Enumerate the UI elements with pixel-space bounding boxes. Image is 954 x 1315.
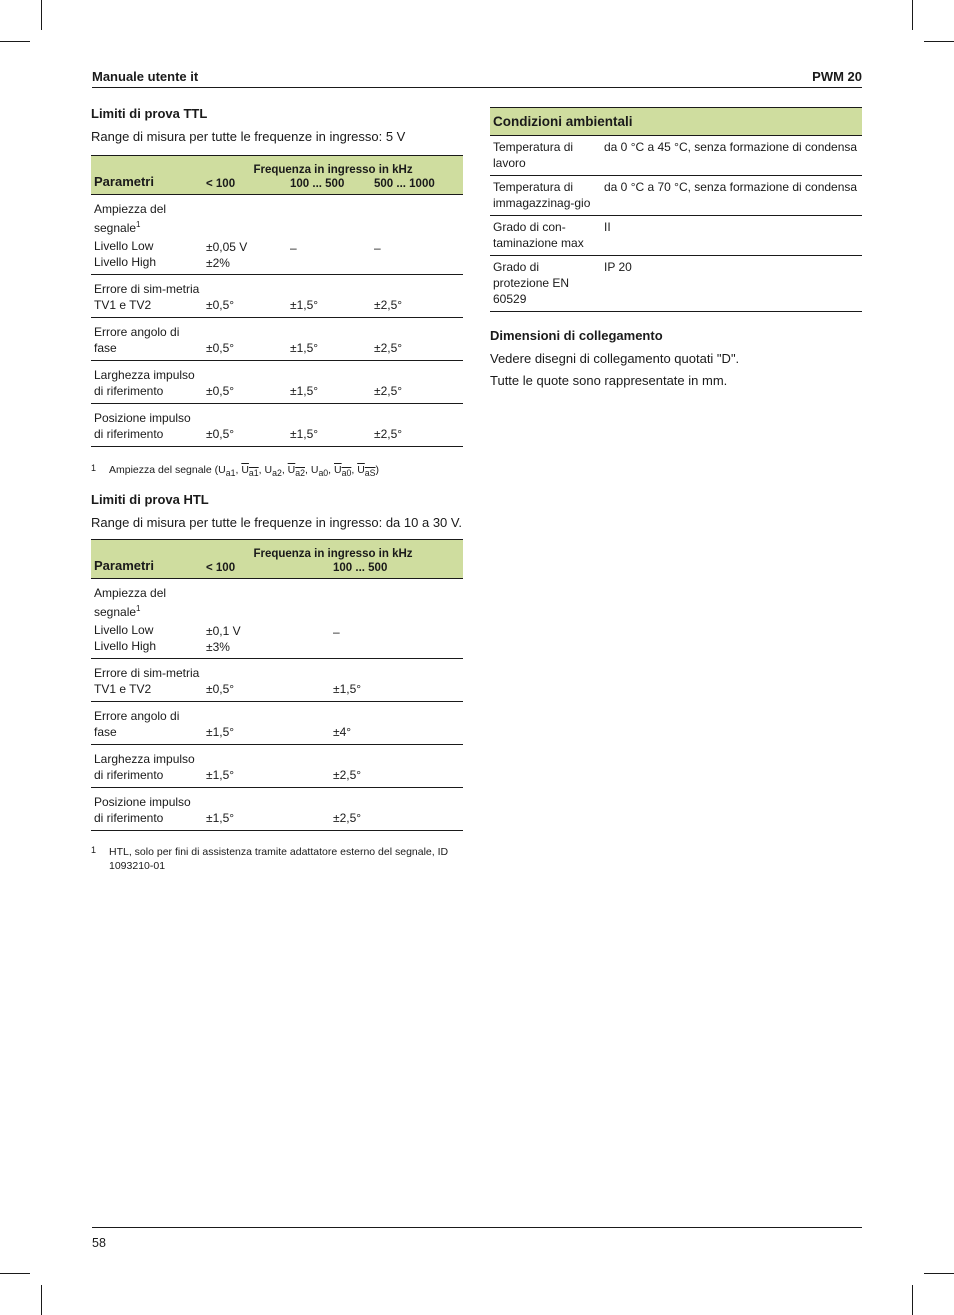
cell-value: ±1,5°: [290, 384, 319, 398]
cell-value: da 0 °C a 45 °C, senza formazione di condensa: [604, 140, 858, 154]
cell-value: ±2,5°: [374, 298, 403, 312]
header-product: PWM 20: [812, 69, 862, 84]
cell-value: ±4°: [333, 725, 352, 740]
cell-value: ±1,5°: [206, 768, 235, 783]
cell-value: ±1,5°: [333, 682, 362, 697]
cell-value: –: [374, 240, 381, 255]
row-label: Errore angolo di fase: [94, 325, 180, 355]
table-row: [91, 404, 463, 447]
table-row: [490, 216, 862, 256]
cell-value: ±2,5°: [374, 384, 403, 398]
cell-value: ±1,5°: [206, 725, 235, 740]
table-row: [490, 176, 862, 216]
cell-value: –: [333, 624, 340, 639]
htl-param-header: Parametri: [91, 540, 203, 579]
table-row: [91, 195, 463, 275]
level-low-label: Livello Low: [94, 623, 154, 638]
table-row: [490, 136, 862, 176]
level-high-label: Livello High: [94, 255, 157, 269]
page-header: [92, 69, 862, 88]
ttl-footnote: 1 Ampiezza del segnale ($U_{a1}$, $U_{a1}$, $U_{a2}$, $U_{a2}$, $U_{a0}$, $U_{a0}$, $U_{aS}$): [91, 463, 379, 479]
crop-mark: [912, 0, 913, 30]
htl-intro: Range di misura per tutte le frequenze in ingresso: da 10 a 30 V.: [91, 515, 462, 531]
cell-value: da 0 °C a 70 °C, senza formazione di condensa: [604, 180, 858, 194]
crop-mark: [41, 0, 42, 30]
cell-value: ±0,05 V ±2%: [206, 240, 248, 270]
cell-value: ±1,5°: [206, 811, 235, 826]
dims-title: Dimensioni di collegamento: [490, 328, 663, 343]
level-high-label: Livello High: [94, 639, 157, 654]
table-row: [91, 659, 463, 702]
page-number: 58: [92, 1236, 106, 1250]
row-label: Temperatura di immagazzinag-gio: [493, 180, 591, 210]
table-row: [91, 275, 463, 318]
ttl-col-header: 500 ... 1000: [371, 176, 463, 195]
cell-value: ±0,5°: [206, 341, 235, 355]
crop-mark: [41, 1285, 42, 1315]
row-label: Larghezza impulso di riferimento: [94, 752, 195, 783]
table-row: [91, 702, 463, 745]
dims-line2: Tutte le quote sono rappresentate in mm.: [490, 373, 728, 388]
row-label: Posizione impulso di riferimento: [94, 411, 191, 441]
cell-value: IP 20: [604, 260, 632, 274]
table-row: [490, 256, 862, 312]
header-title: Manuale utente it: [92, 69, 199, 84]
table-row: [91, 788, 463, 831]
cell-value: ±1,5°: [290, 427, 319, 441]
htl-col-header: 100 ... 500: [330, 560, 463, 579]
cell-value: ±0,5°: [206, 384, 235, 398]
crop-mark: [924, 1273, 954, 1274]
cell-value: ±2,5°: [333, 811, 362, 826]
cell-value: –: [290, 240, 297, 255]
row-label: Temperatura di lavoro: [493, 140, 574, 170]
cell-value: ±2,5°: [333, 768, 362, 783]
env-table: [490, 107, 862, 312]
left-column: [91, 106, 463, 873]
dims-line1: Vedere disegni di collegamento quotati "D".: [490, 351, 740, 366]
row-label: Ampiezza del segnale$^1$ Livello Low Livello High: [91, 579, 203, 659]
row-label: Grado di protezione EN 60529: [493, 260, 570, 306]
htl-freq-header: Frequenza in ingresso in kHz: [203, 540, 463, 561]
table-row: [91, 318, 463, 361]
cell-value: ±1,5°: [290, 341, 319, 355]
cell-value: ±0,1 V ±3%: [206, 624, 241, 655]
ttl-freq-header: Frequenza in ingresso in kHz: [203, 156, 463, 177]
cell-value: ±1,5°: [290, 298, 319, 312]
row-label: Errore di sim-metria TV1 e TV2: [94, 666, 200, 697]
ttl-col-header: < 100: [203, 176, 287, 195]
ttl-param-header: Parametri: [91, 156, 203, 195]
htl-col-header: < 100: [203, 560, 330, 579]
htl-title: Limiti di prova HTL: [91, 492, 209, 508]
htl-table: [91, 539, 463, 831]
row-label: Posizione impulso di riferimento: [94, 795, 191, 826]
row-label: Ampiezza del segnale$^1$ Livello Low Livello High: [91, 195, 203, 275]
page-footer: [92, 1227, 862, 1250]
cell-value: ±0,5°: [206, 427, 235, 441]
table-row: [91, 579, 463, 659]
ttl-table: [91, 155, 463, 447]
table-row: [91, 745, 463, 788]
cell-value: ±0,5°: [206, 682, 235, 697]
ttl-col-header: 100 ... 500: [287, 176, 371, 195]
right-column: [490, 107, 862, 389]
level-low-label: Livello Low: [94, 239, 154, 253]
env-title: Condizioni ambientali: [490, 108, 862, 136]
row-label: Grado di con-taminazione max: [493, 220, 584, 250]
row-label: Errore angolo di fase: [94, 709, 180, 740]
ttl-title: Limiti di prova TTL: [91, 106, 208, 121]
ttl-intro: Range di misura per tutte le frequenze in ingresso: 5 V: [91, 129, 406, 144]
htl-footnote: 1 HTL, solo per fini di assistenza tramite adattatore esterno del segnale, ID 1093210-01: [91, 845, 449, 873]
cell-value: ±2,5°: [374, 341, 403, 355]
crop-mark: [912, 1285, 913, 1315]
crop-mark: [0, 1273, 30, 1274]
cell-value: ±2,5°: [374, 427, 403, 441]
row-label: Larghezza impulso di riferimento: [94, 368, 195, 398]
row-label: Errore di sim-metria TV1 e TV2: [94, 282, 200, 312]
crop-mark: [0, 41, 30, 42]
table-row: [91, 361, 463, 404]
crop-mark: [924, 41, 954, 42]
cell-value: ±0,5°: [206, 298, 235, 312]
cell-value: II: [604, 220, 611, 234]
